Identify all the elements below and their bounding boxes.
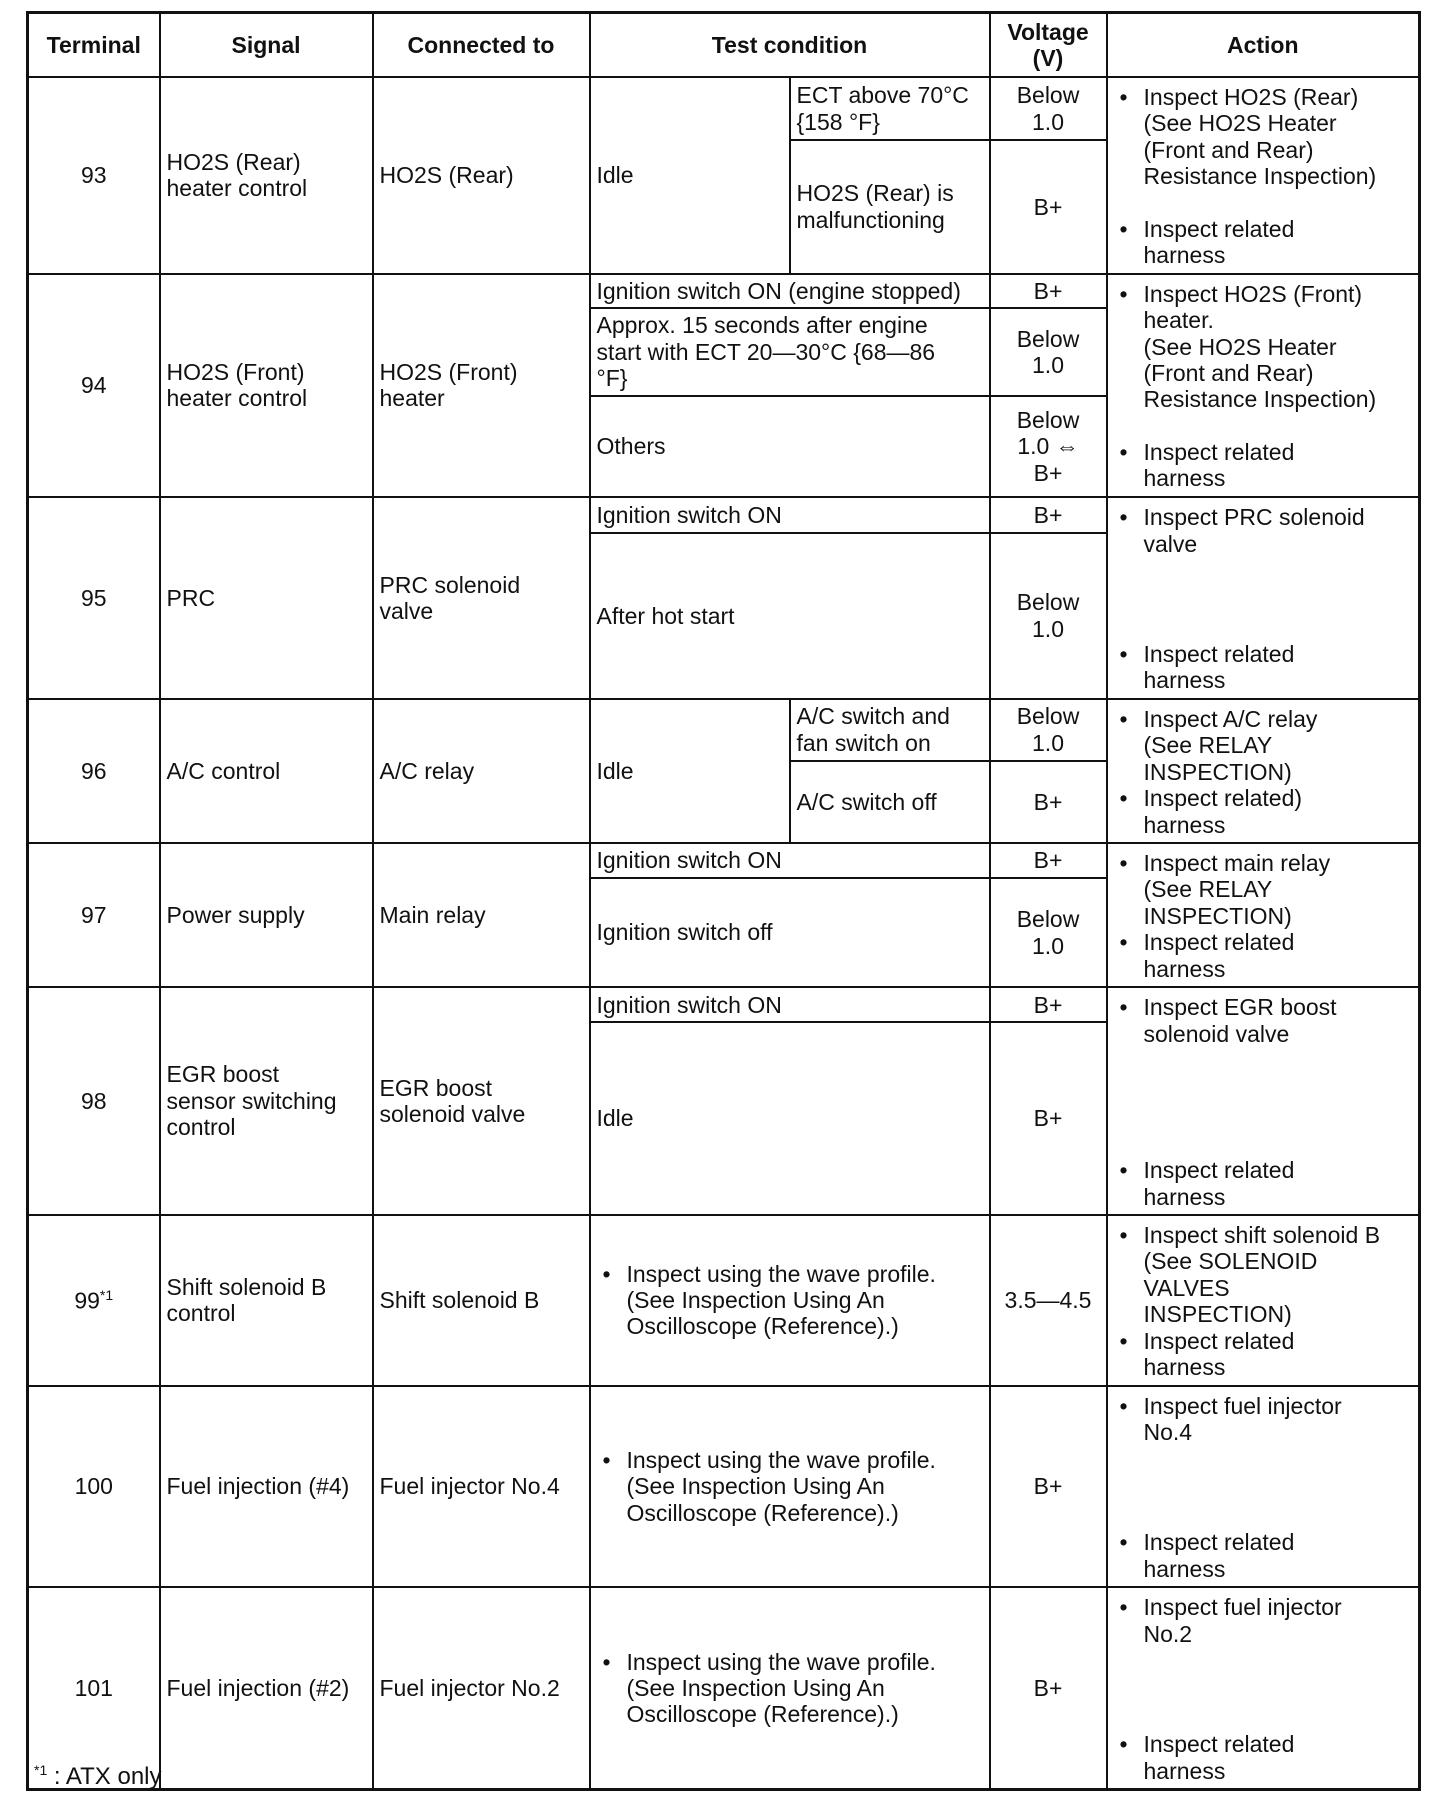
action-item: • Inspect EGR boost solenoid valve (1114, 994, 1413, 1047)
table-row (28, 1386, 1420, 1588)
voltage-cell: B+ (990, 140, 1107, 273)
test-condition-cell: Ignition switch ON (590, 497, 990, 533)
footnote (34, 1762, 162, 1791)
terminal-cell: 95 (28, 497, 160, 699)
test-condition-cell: After hot start (590, 533, 990, 699)
voltage-cell: B+ (990, 1386, 1107, 1588)
terminal-cell: 97 (28, 843, 160, 987)
action-cell (1107, 987, 1420, 1215)
table-row (28, 1215, 1420, 1386)
header-terminal: Terminal (28, 13, 160, 78)
test-condition-cell (590, 1386, 990, 1588)
test-condition-cell: Idle (590, 1022, 990, 1215)
action-item: • Inspect related harness (1114, 1529, 1413, 1582)
action-item: • Inspect A/C relay (See RELAY INSPECTION) (1114, 706, 1413, 785)
terminal-cell: 96 (28, 699, 160, 843)
signal-cell: Shift solenoid B control (160, 1215, 373, 1386)
table-row (28, 274, 1420, 308)
test-condition-cell: Idle (590, 77, 790, 274)
action-item: • Inspect related harness (1114, 1328, 1413, 1381)
action-item: • Inspect HO2S (Rear) (See HO2S Heater (Front and Rear) Resistance Inspection) (1114, 84, 1413, 190)
table-row (28, 843, 1420, 878)
connected-cell: Main relay (373, 843, 590, 987)
voltage-cell: B+ (990, 1022, 1107, 1215)
action-item: • Inspect PRC solenoid valve (1114, 504, 1413, 557)
test-condition-cell: Ignition switch ON (590, 843, 990, 878)
header-connected-to: Connected to (373, 13, 590, 78)
signal-cell: A/C control (160, 699, 373, 843)
connected-cell: HO2S (Rear) (373, 77, 590, 274)
signal-cell: Power supply (160, 843, 373, 987)
voltage-cell: Below 1.0 (990, 308, 1107, 396)
terminal-cell: 101 (28, 1587, 160, 1789)
test-condition-cell: Idle (590, 699, 790, 843)
action-cell (1107, 1386, 1420, 1588)
signal-cell: EGR boost sensor switching control (160, 987, 373, 1215)
action-item: • Inspect related harness (1114, 439, 1413, 492)
terminal-cell (28, 1215, 160, 1386)
signal-cell: HO2S (Rear) heater control (160, 77, 373, 274)
action-cell (1107, 497, 1420, 699)
test-bullet: • Inspect using the wave profile. (See Inspection Using An Oscilloscope (Reference).) (597, 1447, 983, 1526)
test-subcondition-cell: A/C switch and fan switch on (790, 699, 990, 761)
voltage-cell: Below 1.0 (990, 699, 1107, 761)
action-cell (1107, 274, 1420, 497)
test-subcondition-cell: A/C switch off (790, 761, 990, 843)
connected-cell: PRC solenoid valve (373, 497, 590, 699)
action-cell (1107, 1587, 1420, 1789)
test-bullet: • Inspect using the wave profile. (See Inspection Using An Oscilloscope (Reference).) (597, 1649, 983, 1728)
voltage-cell: Below 1.0 ⇔ B+ (990, 396, 1107, 497)
terminal-cell: 98 (28, 987, 160, 1215)
action-item: • Inspect fuel injector No.2 (1114, 1594, 1413, 1647)
header-row (28, 13, 1420, 78)
voltage-cell: Below 1.0 (990, 878, 1107, 987)
table-row (28, 699, 1420, 761)
terminal-number: 99 (74, 1287, 100, 1314)
voltage-cell: Below 1.0 (990, 533, 1107, 699)
voltage-cell: 3.5—4.5 (990, 1215, 1107, 1386)
terminal-cell: 94 (28, 274, 160, 497)
terminal-cell: 100 (28, 1386, 160, 1588)
action-item: • Inspect shift solenoid B (See SOLENOID VALVES INSPECTION) (1114, 1222, 1413, 1328)
action-cell (1107, 843, 1420, 987)
signal-cell: Fuel injection (#4) (160, 1386, 373, 1588)
action-item: • Inspect related harness (1114, 1731, 1413, 1784)
test-condition-cell (590, 1215, 990, 1386)
signal-cell: PRC (160, 497, 373, 699)
action-cell (1107, 77, 1420, 274)
header-voltage: Voltage (V) (990, 13, 1107, 78)
table-row (28, 77, 1420, 140)
connected-cell: EGR boost solenoid valve (373, 987, 590, 1215)
connected-cell: A/C relay (373, 699, 590, 843)
action-item: • Inspect HO2S (Front) heater. (See HO2S Heater (Front and Rear) Resistance Inspection) (1114, 281, 1413, 413)
test-condition-cell (590, 1587, 990, 1789)
footnote-mark: *1 (34, 1762, 48, 1778)
test-condition-cell: Approx. 15 seconds after engine start with ECT 20—30°C {68—86 °F} (590, 308, 990, 396)
voltage-cell: B+ (990, 274, 1107, 308)
voltage-cell: B+ (990, 761, 1107, 843)
test-condition-cell: Ignition switch ON (engine stopped) (590, 274, 990, 308)
header-action: Action (1107, 13, 1420, 78)
table-row (28, 1587, 1420, 1789)
test-condition-cell: Ignition switch off (590, 878, 990, 987)
header-test-condition: Test condition (590, 13, 990, 78)
voltage-cell: B+ (990, 987, 1107, 1022)
header-signal: Signal (160, 13, 373, 78)
action-item: • Inspect related) harness (1114, 785, 1413, 838)
test-subcondition-cell: HO2S (Rear) is malfunctioning (790, 140, 990, 273)
test-subcondition-cell: ECT above 70°C {158 °F} (790, 77, 990, 140)
voltage-cell: Below 1.0 (990, 77, 1107, 140)
connected-cell: Shift solenoid B (373, 1215, 590, 1386)
action-item: • Inspect main relay (See RELAY INSPECTION) (1114, 850, 1413, 929)
voltage-cell: B+ (990, 497, 1107, 533)
table-row (28, 497, 1420, 533)
action-cell (1107, 1215, 1420, 1386)
pcm-terminal-voltage-table (26, 11, 1421, 1791)
signal-cell: Fuel injection (#2) (160, 1587, 373, 1789)
voltage-cell: B+ (990, 1587, 1107, 1789)
test-bullet: • Inspect using the wave profile. (See Inspection Using An Oscilloscope (Reference).) (597, 1261, 983, 1340)
action-item: • Inspect fuel injector No.4 (1114, 1393, 1413, 1446)
voltage-cell: B+ (990, 843, 1107, 878)
table-row (28, 987, 1420, 1022)
footnote-marker: *1 (99, 1286, 114, 1303)
action-item: • Inspect related harness (1114, 641, 1413, 694)
connected-cell: Fuel injector No.4 (373, 1386, 590, 1588)
action-item: • Inspect related harness (1114, 929, 1413, 982)
action-item: • Inspect related harness (1114, 1157, 1413, 1210)
footnote-text: : ATX only (47, 1763, 162, 1790)
connected-cell: HO2S (Front) heater (373, 274, 590, 497)
action-item: • Inspect related harness (1114, 216, 1413, 269)
test-condition-cell: Ignition switch ON (590, 987, 990, 1022)
connected-cell: Fuel injector No.2 (373, 1587, 590, 1789)
signal-cell: HO2S (Front) heater control (160, 274, 373, 497)
terminal-cell: 93 (28, 77, 160, 274)
action-cell (1107, 699, 1420, 843)
test-condition-cell: Others (590, 396, 990, 497)
